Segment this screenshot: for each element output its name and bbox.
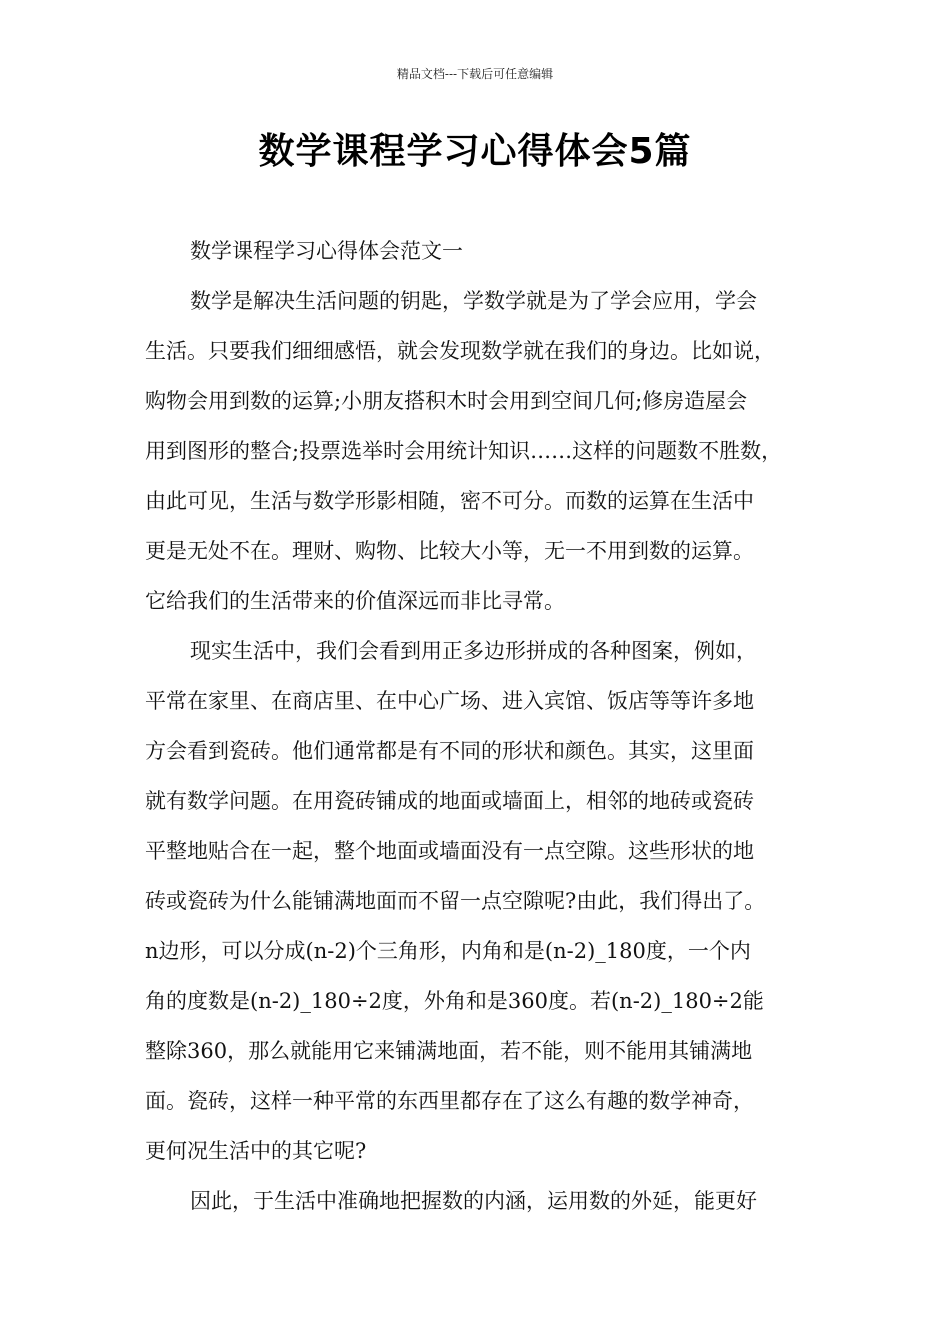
body-text-line: 平常在家里、在商店里、在中心广场、进入宾馆、饭店等等许多地 xyxy=(145,689,754,713)
header-note: 精品文档---下载后可任意编辑 xyxy=(396,67,554,81)
body-text-line: 方会看到瓷砖。他们通常都是有不同的形状和颜色。其实，这里面 xyxy=(145,739,754,763)
body-text-line: 生活。只要我们细细感悟，就会发现数学就在我们的身边。比如说， xyxy=(145,339,775,363)
body-text-line: 由此可见，生活与数学形影相随，密不可分。而数的运算在生活中 xyxy=(145,489,754,513)
body-text-line: 就有数学问题。在用瓷砖铺成的地面或墙面上，相邻的地砖或瓷砖 xyxy=(145,789,754,813)
body-text-line: 数学课程学习心得体会范文一 xyxy=(190,239,463,263)
document-body xyxy=(145,226,825,1226)
body-text-line: 角的度数是(n-2)_180÷2度，外角和是360度。若(n-2)_180÷2能 xyxy=(145,989,764,1013)
body-text-line: 面。瓷砖，这样一种平常的东西里都存在了这么有趣的数学神奇， xyxy=(145,1089,754,1113)
body-text-line: 砖或瓷砖为什么能铺满地面而不留一点空隙呢?由此，我们得出了。 xyxy=(145,889,766,913)
body-text-line: 用到图形的整合;投票选举时会用统计知识……这样的问题数不胜数， xyxy=(145,439,783,463)
document-title: 数学课程学习心得体会5篇 xyxy=(258,131,692,172)
body-text-line: 更是无处不在。理财、购物、比较大小等，无一不用到数的运算。 xyxy=(145,539,754,563)
body-text-line: 数学是解决生活问题的钥匙，学数学就是为了学会应用，学会 xyxy=(190,289,757,313)
body-text-line: 现实生活中，我们会看到用正多边形拼成的各种图案，例如， xyxy=(190,639,757,663)
body-text-line: 更何况生活中的其它呢? xyxy=(145,1139,367,1163)
body-text-line: 因此，于生活中准确地把握数的内涵，运用数的外延，能更好 xyxy=(190,1189,757,1213)
body-text-line: n边形，可以分成(n-2)个三角形，内角和是(n-2)_180度，一个内 xyxy=(145,939,751,963)
body-text-line: 它给我们的生活带来的价值深远而非比寻常。 xyxy=(145,589,565,613)
body-text-line: 整除360，那么就能用它来铺满地面，若不能，则不能用其铺满地 xyxy=(145,1039,753,1063)
body-text-line: 平整地贴合在一起，整个地面或墙面没有一点空隙。这些形状的地 xyxy=(145,839,754,863)
body-text-line: 购物会用到数的运算;小朋友搭积木时会用到空间几何;修房造屋会 xyxy=(145,389,748,413)
